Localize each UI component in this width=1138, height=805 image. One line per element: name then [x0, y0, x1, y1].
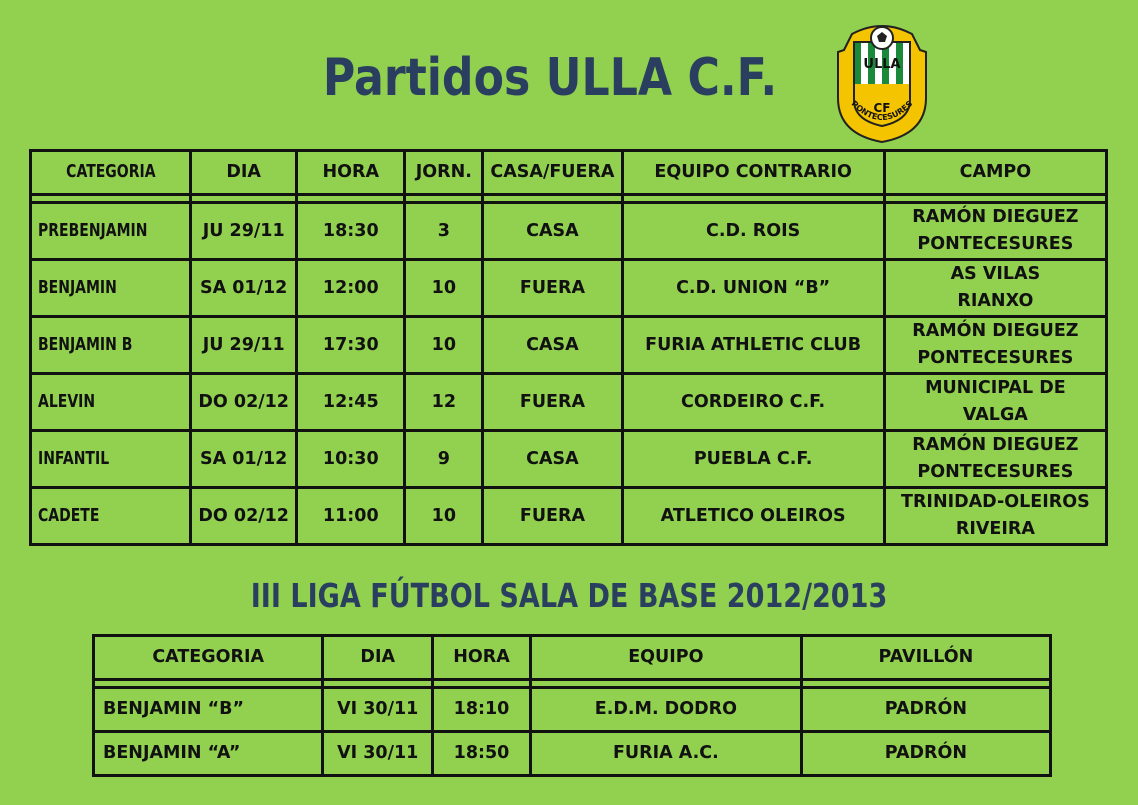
cell-hora: 11:00	[297, 488, 405, 545]
cell-casa-fuera: FUERA	[483, 260, 622, 317]
futbol-sala-table	[92, 634, 1052, 777]
header-separator	[94, 680, 1051, 688]
cell-dia: DO 02/12	[191, 374, 297, 431]
cell-dia: DO 02/12	[191, 488, 297, 545]
cell-campo: AS VILAS RIANXO	[884, 260, 1106, 317]
cell-jornada: 9	[405, 431, 483, 488]
header-equipo: EQUIPO	[530, 636, 801, 680]
cell-categoria: INFANTIL	[31, 431, 191, 488]
cell-categoria: CADETE	[31, 488, 191, 545]
cell-dia: SA 01/12	[191, 431, 297, 488]
cell-pavillon: PADRÓN	[801, 688, 1050, 732]
table-header-row	[94, 636, 1051, 680]
cell-jornada: 3	[405, 203, 483, 260]
svg-text:CF: CF	[873, 101, 891, 115]
cell-categoria: ALEVIN	[31, 374, 191, 431]
cell-dia: JU 29/11	[191, 317, 297, 374]
svg-text:ULLA: ULLA	[863, 57, 901, 72]
table-row	[31, 260, 1107, 317]
cell-hora: 12:45	[297, 374, 405, 431]
section-title-futbol-sala: III LIGA FÚTBOL SALA DE BASE 2012/2013	[250, 576, 888, 615]
cell-jornada: 12	[405, 374, 483, 431]
cell-equipo: FURIA ATHLETIC CLUB	[622, 317, 884, 374]
cell-dia: SA 01/12	[191, 260, 297, 317]
cell-campo: MUNICIPAL DE VALGA	[884, 374, 1106, 431]
cell-hora: 10:30	[297, 431, 405, 488]
club-crest-logo	[832, 16, 932, 144]
cell-casa-fuera: CASA	[483, 203, 622, 260]
header-campo: CAMPO	[884, 151, 1106, 195]
table-row	[31, 317, 1107, 374]
header-separator	[31, 195, 1107, 203]
cell-equipo: C.D. UNION “B”	[622, 260, 884, 317]
cell-casa-fuera: CASA	[483, 317, 622, 374]
cell-equipo: E.D.M. DODRO	[530, 688, 801, 732]
table-header-row	[31, 151, 1107, 195]
cell-equipo: CORDEIRO C.F.	[622, 374, 884, 431]
cell-hora: 18:30	[297, 203, 405, 260]
cell-casa-fuera: CASA	[483, 431, 622, 488]
cell-dia: VI 30/11	[323, 732, 433, 776]
header-categoria: CATEGORIA	[31, 151, 191, 195]
header-hora: HORA	[433, 636, 531, 680]
table-row	[31, 431, 1107, 488]
table-row	[94, 732, 1051, 776]
page-title: Partidos ULLA C.F.	[322, 48, 778, 108]
cell-equipo: ATLETICO OLEIROS	[622, 488, 884, 545]
svg-text:PONTECESURES: PONTECESURES	[849, 99, 915, 123]
cell-campo: RAMÓN DIEGUEZ PONTECESURES	[884, 431, 1106, 488]
cell-jornada: 10	[405, 260, 483, 317]
cell-categoria: PREBENJAMIN	[31, 203, 191, 260]
cell-jornada: 10	[405, 488, 483, 545]
table-row	[31, 203, 1107, 260]
cell-hora: 18:50	[433, 732, 531, 776]
cell-equipo: PUEBLA C.F.	[622, 431, 884, 488]
cell-campo: RAMÓN DIEGUEZ PONTECESURES	[884, 317, 1106, 374]
cell-jornada: 10	[405, 317, 483, 374]
header-equipo-contrario: EQUIPO CONTRARIO	[622, 151, 884, 195]
table-row	[94, 688, 1051, 732]
header-pavillon: PAVILLÓN	[801, 636, 1050, 680]
cell-campo: TRINIDAD-OLEIROS RIVEIRA	[884, 488, 1106, 545]
cell-casa-fuera: FUERA	[483, 488, 622, 545]
header-jornada: JORN.	[405, 151, 483, 195]
cell-casa-fuera: FUERA	[483, 374, 622, 431]
cell-equipo: FURIA A.C.	[530, 732, 801, 776]
table-row	[31, 374, 1107, 431]
cell-dia: VI 30/11	[323, 688, 433, 732]
cell-hora: 18:10	[433, 688, 531, 732]
header-categoria: CATEGORIA	[94, 636, 323, 680]
cell-equipo: C.D. ROIS	[622, 203, 884, 260]
cell-categoria: BENJAMIN	[31, 260, 191, 317]
cell-hora: 12:00	[297, 260, 405, 317]
cell-hora: 17:30	[297, 317, 405, 374]
cell-campo: RAMÓN DIEGUEZ PONTECESURES	[884, 203, 1106, 260]
cell-dia: JU 29/11	[191, 203, 297, 260]
header-dia: DIA	[191, 151, 297, 195]
header-hora: HORA	[297, 151, 405, 195]
table-row	[31, 488, 1107, 545]
cell-categoria: BENJAMIN “A”	[94, 732, 323, 776]
matches-table	[29, 149, 1108, 546]
header-dia: DIA	[323, 636, 433, 680]
cell-categoria: BENJAMIN B	[31, 317, 191, 374]
cell-pavillon: PADRÓN	[801, 732, 1050, 776]
header-casa-fuera: CASA/FUERA	[483, 151, 622, 195]
cell-categoria: BENJAMIN “B”	[94, 688, 323, 732]
